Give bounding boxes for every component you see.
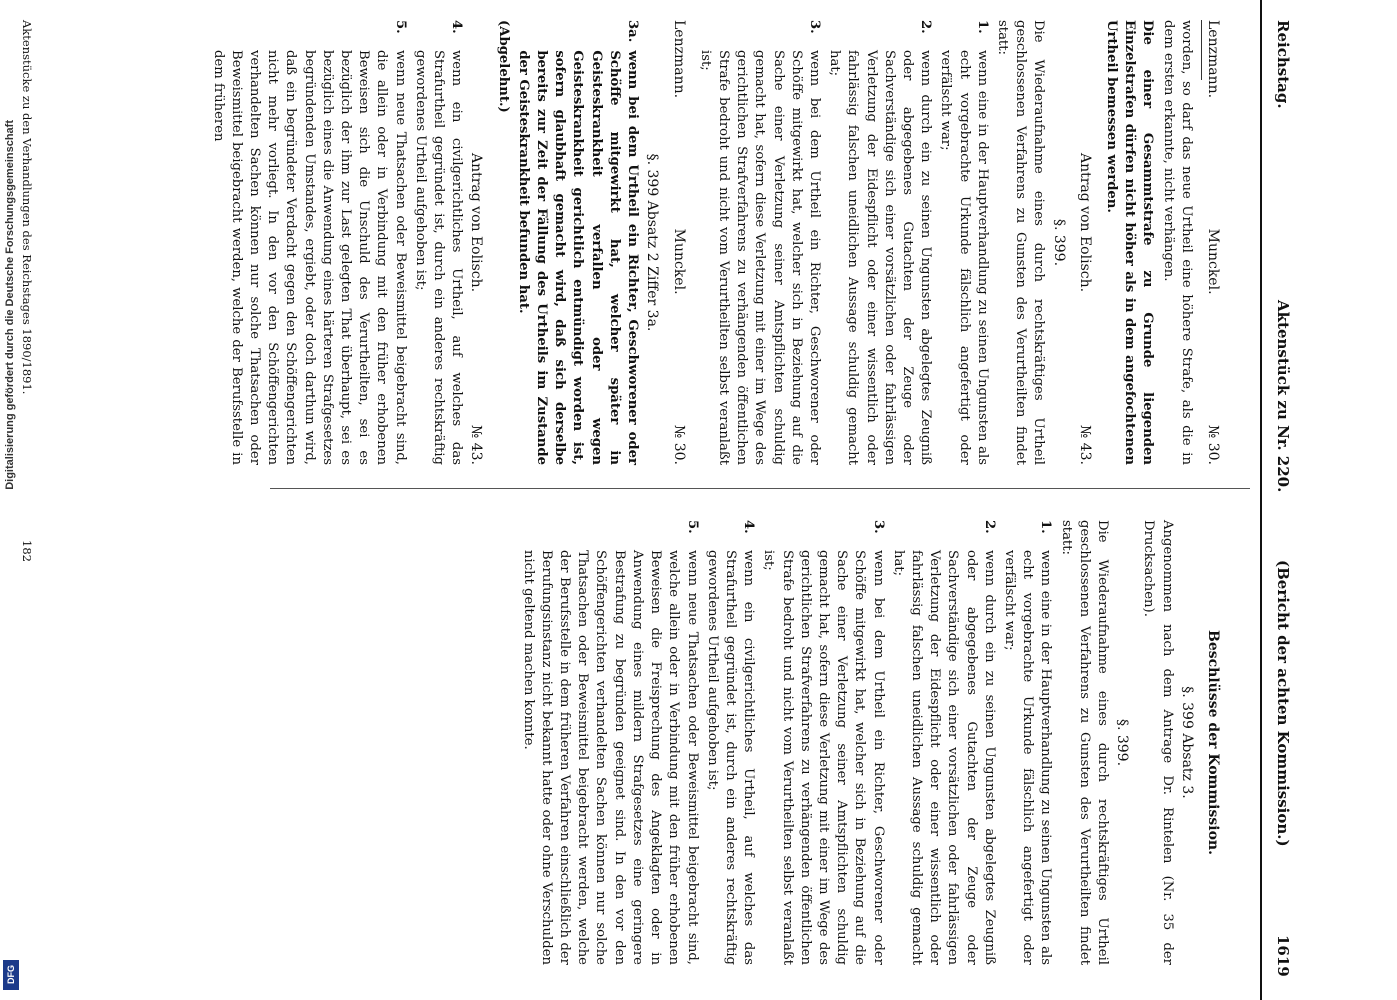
speaker-left: Lenzmann. xyxy=(670,20,687,99)
antrag-number: № 43. xyxy=(1076,425,1093,465)
list-item: 1. wenn eine in der Hauptverhandlung zu seinen Ungunsten als echt vorgebrachte Urkunde fälschlich angefertigt oder verfälscht war; xyxy=(1001,520,1054,965)
footer-source: Aktenstücke zu den Verhandlungen des Reichstages 1890/1891. xyxy=(20,20,34,395)
motion-number: № 30. xyxy=(1205,425,1221,465)
list-item: 4. wenn ein civilgerichtliches Urtheil, auf welches das Strafurtheil gegründet ist, durch ein anderes rechtskräftig gewordenes Urtheil aufgehoben ist; xyxy=(412,20,465,465)
header-left: Reichstag. xyxy=(1274,20,1292,109)
divider-rule xyxy=(1201,20,1202,80)
section-text: Die Wiederaufnahme eines durch rechtskräftiges Urtheil geschlossenen Verfahrens zu Gunsten des Verurtheilten findet statt: xyxy=(994,20,1047,465)
speakers-header-2 xyxy=(669,20,687,465)
list-item: 2. wenn durch ein zu seinen Ungunsten abgelegtes Zeugniß oder abgegebenes Gutachten der Zeuge oder Sachverständige sich einer vorsätzlichen oder fahrlässigen Verletzung der Eidespflicht oder einer wissentlich oder fahrlässig falschen uneidlichen Aussage schuldig gemacht hat; xyxy=(890,520,997,965)
list-item: 1. wenn eine in der Hauptverhandlung zu seinen Ungunsten als echt vorgebrachte Urkunde fälschlich angefertigt oder verfälscht war; xyxy=(938,20,990,465)
list-item: 5. wenn neue Thatsachen oder Beweismittel beigebracht sind, die allein oder in Verbindung mit den früher erhobenen Beweisen sich die Unschuld des Verurtheilten, sei es bezüglich der ihm zur Last gelegten That überhaupt, sei es bezüglich eines die Anwendung eines härteren Strafgesetzes begründenden Umstandes, ergiebt, oder doch darthun wird, daß ein begründeter Verdacht gegen den Schöffengerichten nicht mehr vorliegt. In den vor den Schöffengerichten verhandelten Sachen können nur solche Thatsachen oder Beweismittel beigebracht werden, welche der Berufsstelle in dem früheren xyxy=(210,20,408,465)
speaker-left: Lenzmann. xyxy=(1205,20,1221,99)
speaker-right: Munckel. xyxy=(670,228,687,295)
header-middle: Aktenstück zu Nr. 220. xyxy=(1274,300,1292,493)
antrag-number: № 43. xyxy=(468,425,485,465)
left-items-list-2 xyxy=(208,20,465,465)
page-number: 1619 xyxy=(1274,935,1292,977)
section-text: Angenommen nach dem Antrage Dr. Rintelen (Nr. 35 der Drucksachen). xyxy=(1141,520,1175,965)
antrag-header xyxy=(1076,20,1094,465)
digitization-note: Digitalisierung gefördert durch die Deutsche Forschungsgemeinschaft xyxy=(4,120,16,490)
section-heading: §. 399. xyxy=(1114,718,1131,767)
intro-text: worden, so darf das neue Urtheil eine höhere Strafe, als die in dem ersten erkannte, nicht verhängen. xyxy=(1160,20,1194,465)
page-footer xyxy=(14,0,34,1000)
section-heading: §. 399. xyxy=(1050,218,1067,267)
speakers-header xyxy=(1204,20,1222,465)
right-column xyxy=(516,520,1230,965)
antrag-title: Antrag von Eolisch. xyxy=(1076,152,1093,293)
section-heading: §. 399 Absatz 3. xyxy=(1178,686,1195,799)
motion-number: № 30. xyxy=(670,425,687,465)
antrag-title: Antrag von Eolisch. xyxy=(468,152,485,293)
left-items-list xyxy=(696,20,991,465)
column-divider xyxy=(270,488,1250,489)
list-item-3a: 3a. wenn bei dem Urtheil ein Richter, Geschworener oder Schöffe mitgewirkt hat, welcher später in Geisteskrankheit verfallen oder wegen Geisteskrankheit gerichtlich entmündigt worden ist, sofern glaubhaft gemacht wird, daß sich derselbe bereits zur Zeit der Fällung des Urtheils im Zustande der Geisteskrankheit befunden hat. xyxy=(515,20,641,465)
bold-intro: Die einer Gesammtstrafe zu Grunde liegenden Einzelstrafen dürfen nicht höher als in dem angefochtenen Urtheil bemessen werden. xyxy=(1103,20,1156,465)
right-items-list xyxy=(518,520,1054,965)
antrag-header-2 xyxy=(467,20,485,465)
list-item: 3. wenn bei dem Urtheil ein Richter, Geschworener oder Schöffe mitgewirkt hat, welcher sich in Beziehung auf die Sache einer Verletzung seiner Amtspflichten schuldig gemacht hat, sofern diese Verletzung mit einer im Wege des gerichtlichen Strafverfahrens zu verhängenden öffentlichen Strafe bedroht und nicht vom Verurtheilten selbst veranlaßt ist; xyxy=(761,520,886,965)
section-heading: §. 399 Absatz 2 Ziffer 3a. xyxy=(644,153,661,332)
list-item: 5. wenn neue Thatsachen oder Beweismittel beigebracht sind, welche allein oder in Verbindung mit den früher erhobenen Beweisen die Freisprechung des Angeklagten oder in Anwendung eines mildern Strafgesetzes eine geringere Bestrafung zu begründen geeignet sind. In den vor den Schöffengerichten verhandelten Sachen können nur solche Thatsachen oder Beweismittel beigebracht werden, welche der Berufsstelle in dem früheren Verfahren einschließlich der Berufungsinstanz nicht bekannt hatte oder ohne Verschulden nicht geltend machen konnte. xyxy=(520,520,700,965)
header-right: (Bericht der achten Kommission.) xyxy=(1274,560,1292,847)
list-item: 4. wenn ein civilgerichtliches Urtheil, auf welches das Strafurtheil gegründet ist, durch ein anderes rechtskräftig gewordenes Urtheil aufgehoben ist; xyxy=(704,520,757,965)
left-column xyxy=(206,20,1230,465)
dfg-logo: DFG xyxy=(3,960,19,990)
commission-title: Beschlüsse der Kommission. xyxy=(1205,630,1221,855)
list-item: 2. wenn durch ein zu seinen Ungunsten abgelegtes Zeugniß oder abgegebenes Gutachten der Zeuge oder Sachverständige sich einer vorsätzlichen oder fahrlässigen Verletzung der Eidespflicht oder einer wissentlich oder fahrlässig falschen uneidlichen Aussage schuldig gemacht hat; xyxy=(827,20,934,465)
speaker-right: Munckel. xyxy=(1205,228,1221,295)
footer-page: 182 xyxy=(20,540,34,562)
section-text: Die Wiederaufnahme eines durch rechtskräftiges Urtheil geschlossenen Verfahrens zu Gunsten des Verurtheilten findet statt: xyxy=(1058,520,1110,965)
rejected-note: (Abgelehnt.) xyxy=(495,20,511,113)
list-item: 3. wenn bei dem Urtheil ein Richter, Geschworener oder Schöffe mitgewirkt hat, welcher sich in Beziehung auf die Sache einer Verletzung seiner Amtspflichten schuldig gemacht hat, sofern diese Verletzung mit einer im Wege des gerichtlichen Strafverfahrens zu verhängenden öffentlichen Strafe bedroht und nicht vom Verurtheilten selbst veranlaßt ist; xyxy=(697,20,822,465)
page-header xyxy=(1260,0,1302,1000)
